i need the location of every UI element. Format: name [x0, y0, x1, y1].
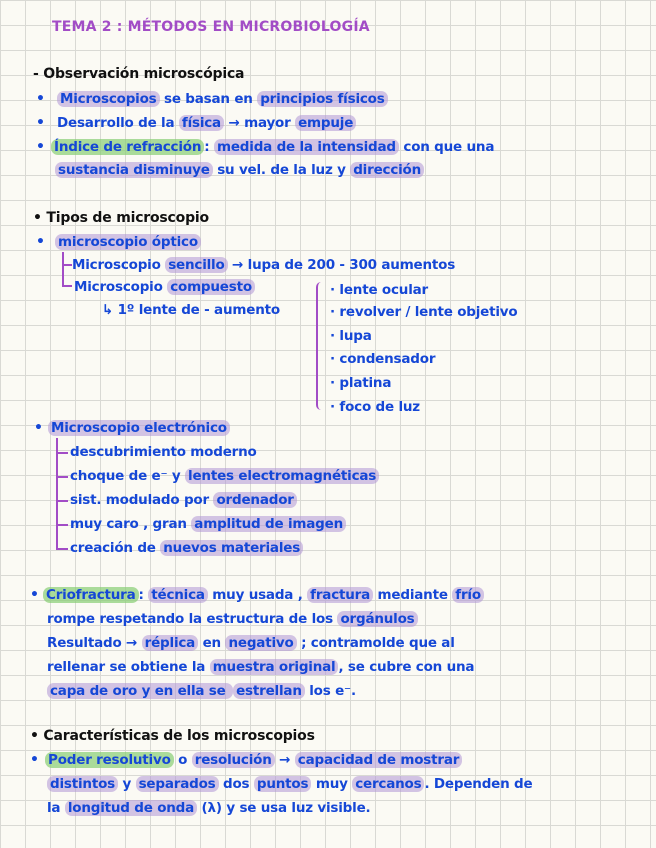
- note-line: Microscopios se basan en principios físicos: [57, 89, 388, 109]
- tree-line: [62, 264, 72, 266]
- note-line: microscopio óptico: [55, 232, 201, 252]
- tree-line: [56, 500, 68, 502]
- bullet-dot: •: [36, 234, 45, 250]
- tree-line: [56, 476, 68, 478]
- note-line: la longitud de onda (λ) y se usa luz visible.: [47, 800, 371, 816]
- bullet-dot: •: [36, 139, 45, 155]
- note-line: rellenar se obtiene la muestra original , se cubre con una: [47, 659, 475, 675]
- note-line: choque de e⁻ y lentes electromagnéticas: [70, 466, 379, 486]
- note-line: distintos y separados dos puntos muy cercanos . Dependen de: [47, 774, 532, 794]
- note-line: muy caro , gran amplitud de imagen: [70, 514, 346, 534]
- note-line: descubrimiento moderno: [70, 444, 257, 460]
- note-line: ↳ 1º lente de - aumento: [102, 302, 280, 318]
- note-line: Microscopio electrónico: [48, 418, 230, 438]
- note-line: capa de oro y en ella se estrellan los e⁻.: [47, 681, 356, 701]
- note-line: creación de nuevos materiales: [70, 538, 303, 558]
- tree-line: [56, 452, 68, 454]
- note-line: Resultado → réplica en negativo ; contramolde que al: [47, 635, 455, 651]
- note-line: Poder resolutivo o resolución → capacidad de mostrar: [45, 750, 462, 770]
- part-item: · lupa: [330, 328, 372, 344]
- part-item: · lente ocular: [330, 282, 429, 298]
- part-item: · revolver / lente objetivo: [330, 304, 518, 320]
- bullet-dot: •: [30, 752, 39, 768]
- bullet-dot: •: [36, 91, 45, 107]
- section-heading-observacion: - Observación microscópica: [33, 66, 245, 82]
- tree-line: [62, 285, 72, 287]
- bullet-dot: •: [30, 587, 39, 603]
- tree-line: [62, 252, 64, 286]
- note-line: Índice de refracción : medida de la intensidad con que una: [51, 137, 494, 157]
- bullet-dot: •: [34, 420, 43, 436]
- note-line: Microscopio sencillo → lupa de 200 - 300 aumentos: [72, 257, 456, 273]
- bullet-dot: •: [36, 115, 45, 131]
- note-line: Desarrollo de la física → mayor empuje: [57, 113, 356, 133]
- brace: [316, 282, 326, 410]
- note-line: Criofractura : técnica muy usada , fractura mediante frío: [43, 585, 484, 605]
- note-line: Microscopio compuesto: [74, 277, 255, 297]
- part-item: · foco de luz: [330, 399, 420, 415]
- tree-line: [56, 548, 68, 550]
- note-line: sist. modulado por ordenador: [70, 490, 297, 510]
- note-line: rompe respetando la estructura de los orgánulos: [47, 609, 418, 629]
- page-title: TEMA 2 : MÉTODOS EN MICROBIOLOGÍA: [52, 19, 370, 35]
- note-line: sustancia disminuye su vel. de la luz y dirección: [55, 160, 424, 180]
- part-item: · platina: [330, 375, 392, 391]
- section-heading-tipos: • Tipos de microscopio: [33, 210, 209, 226]
- tree-line: [56, 524, 68, 526]
- part-item: · condensador: [330, 351, 436, 367]
- section-heading-caracteristicas: • Características de los microscopios: [30, 728, 315, 744]
- tree-line: [56, 438, 58, 550]
